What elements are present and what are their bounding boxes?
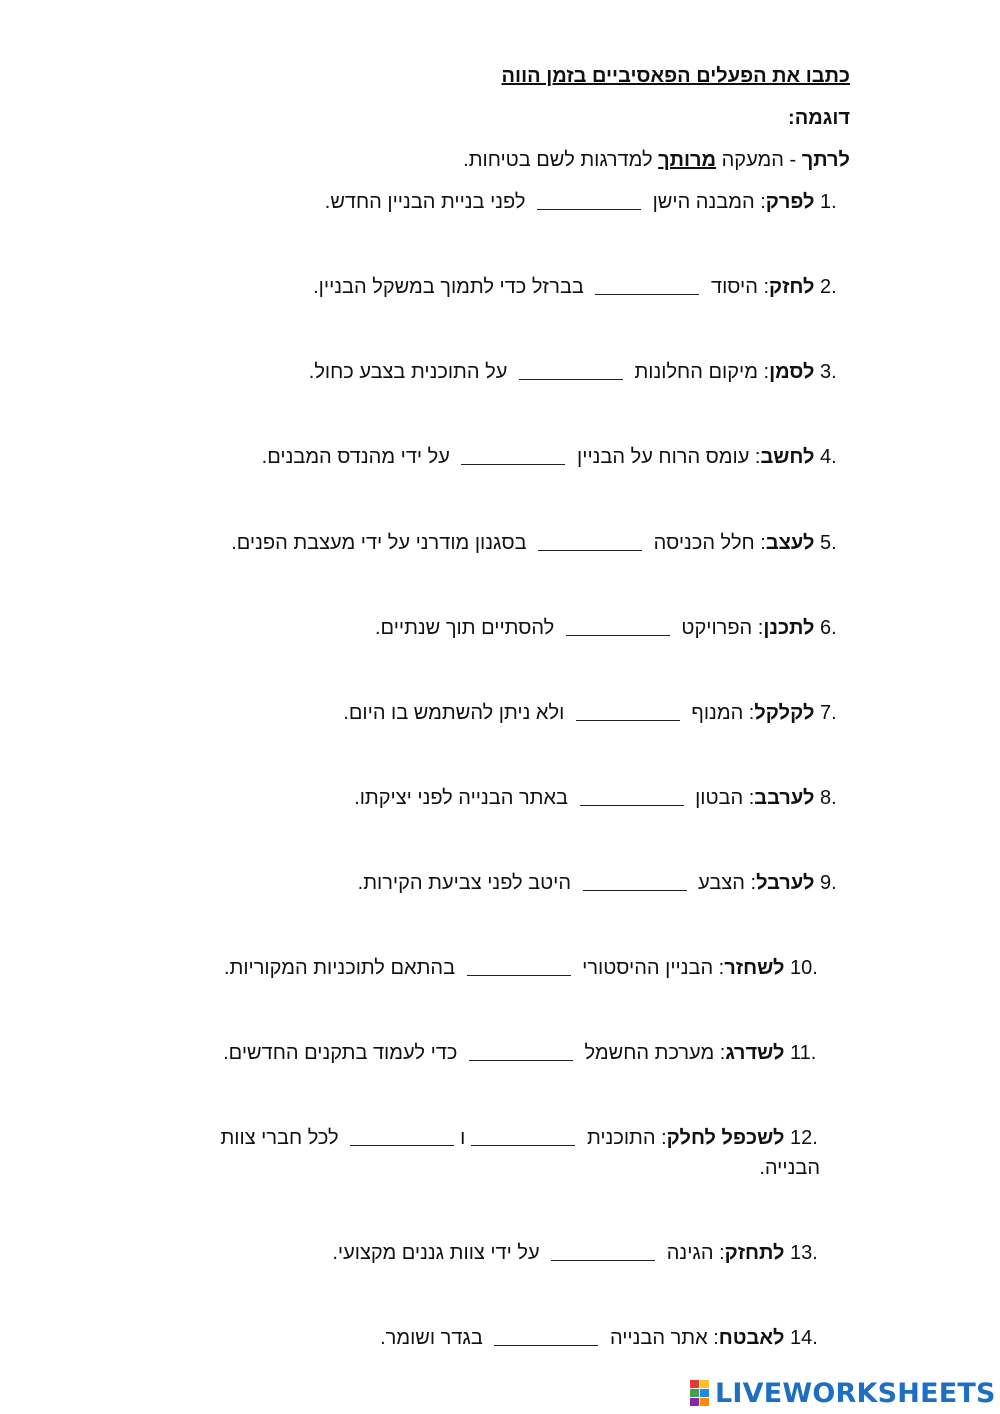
exercise-item bbox=[343, 701, 850, 725]
answer-blank[interactable] bbox=[461, 446, 565, 465]
answer-blank[interactable] bbox=[595, 276, 699, 295]
item-verb: לאבטח bbox=[718, 1327, 785, 1349]
item-post: על התוכנית בצבע כחול. bbox=[308, 361, 508, 383]
exercise-item bbox=[358, 871, 850, 895]
item-number: 14. bbox=[790, 1327, 818, 1349]
exercise-item bbox=[223, 1041, 850, 1065]
answer-blank[interactable] bbox=[467, 957, 571, 976]
exercise-item bbox=[309, 360, 850, 384]
item-pre: : היסוד bbox=[711, 276, 770, 298]
item-pre: : הבניין ההיסטורי bbox=[582, 957, 725, 979]
answer-blank[interactable] bbox=[537, 191, 641, 210]
answer-blank[interactable] bbox=[471, 1127, 575, 1146]
item-verb: לחשב bbox=[760, 446, 815, 468]
item-post: היטב לפני צביעת הקירות. bbox=[357, 872, 572, 894]
answer-blank[interactable] bbox=[494, 1327, 598, 1346]
item-number: 10. bbox=[790, 957, 818, 979]
item-post: בברזל כדי לתמוך במשקל הבניין. bbox=[313, 276, 584, 298]
example-answer: מרותך bbox=[658, 149, 717, 171]
answer-blank[interactable] bbox=[580, 787, 684, 806]
item-post: ולא ניתן להשתמש בו היום. bbox=[343, 702, 565, 724]
answer-blank[interactable] bbox=[519, 361, 623, 380]
item-number: 6. bbox=[820, 617, 837, 639]
item-post: להסתיים תוך שנתיים. bbox=[374, 617, 555, 639]
answer-blank[interactable] bbox=[551, 1242, 655, 1261]
item-post: באתר הבנייה לפני יציקתו. bbox=[354, 787, 568, 809]
worksheet-title: כתבו את הפעלים הפאסיביים בזמן הווה bbox=[501, 65, 850, 87]
item-verb: לשדרג bbox=[725, 1042, 785, 1064]
item-post: על ידי מהנדס המבנים. bbox=[261, 446, 450, 468]
exercise-item bbox=[354, 786, 850, 810]
item-mid: ו bbox=[460, 1127, 466, 1149]
item-post: לכל חברי צוות bbox=[220, 1127, 339, 1149]
example-label: דוגמה: bbox=[788, 107, 850, 129]
item-number: 7. bbox=[820, 702, 837, 724]
item-verb: לעצב bbox=[765, 532, 815, 554]
item-number: 1. bbox=[820, 191, 837, 213]
exercise-item bbox=[262, 445, 850, 469]
item-number: 9. bbox=[820, 872, 837, 894]
logo-text: LIVEWORKSHEETS bbox=[715, 1377, 996, 1409]
item-post: לפני בניית הבניין החדש. bbox=[324, 191, 526, 213]
answer-blank[interactable] bbox=[566, 617, 670, 636]
item-verb: לערבב bbox=[754, 787, 815, 809]
example-sentence bbox=[463, 148, 850, 172]
item-pre: : התוכנית bbox=[586, 1127, 667, 1149]
example-verb: לרתך bbox=[801, 149, 850, 171]
item-verb: לשחזר bbox=[724, 957, 785, 979]
item-verb: לערבל bbox=[756, 872, 815, 894]
item-pre: : המבנה הישן bbox=[652, 191, 766, 213]
item-pre: : מיקום החלונות bbox=[634, 361, 770, 383]
item-verb: לסמן bbox=[769, 361, 815, 383]
item-post: בסגנון מודרני על ידי מעצבת הפנים. bbox=[231, 532, 527, 554]
item-verb: לתכנן bbox=[763, 617, 815, 639]
answer-blank[interactable] bbox=[576, 702, 680, 721]
item-number: 8. bbox=[820, 787, 837, 809]
exercise-item bbox=[231, 531, 850, 555]
answer-blank[interactable] bbox=[538, 532, 642, 551]
answer-blank-2[interactable] bbox=[350, 1127, 454, 1146]
item-pre: : הצבע bbox=[698, 872, 757, 894]
exercise-item bbox=[332, 1241, 850, 1265]
item-pre: : המנוף bbox=[691, 702, 755, 724]
item-post: בגדר ושומר. bbox=[380, 1327, 483, 1349]
example-dash: - bbox=[783, 149, 802, 171]
exercise-item bbox=[220, 1126, 850, 1180]
answer-blank[interactable] bbox=[583, 872, 687, 891]
example-post: למדרגות לשם בטיחות. bbox=[463, 149, 659, 171]
item-post: בהתאם לתוכניות המקוריות. bbox=[223, 957, 456, 979]
item-verb: לפרק bbox=[765, 191, 815, 213]
answer-blank[interactable] bbox=[469, 1042, 573, 1061]
liveworksheets-logo-icon bbox=[690, 1380, 709, 1406]
item-pre: : הפרויקט bbox=[681, 617, 764, 639]
liveworksheets-logo[interactable] bbox=[690, 1376, 996, 1410]
item-verb: לתחזק bbox=[724, 1242, 785, 1264]
exercise-item bbox=[380, 1326, 850, 1350]
exercise-item bbox=[313, 275, 850, 299]
item-verb: לקלקל bbox=[754, 702, 815, 724]
example-pre: המעקה bbox=[716, 149, 784, 171]
item-number: 13. bbox=[790, 1242, 818, 1264]
item-pre: : מערכת החשמל bbox=[584, 1042, 726, 1064]
item-number: 2. bbox=[820, 276, 837, 298]
item-number: 12. bbox=[790, 1127, 818, 1149]
item-number: 5. bbox=[820, 532, 837, 554]
item-number: 11. bbox=[790, 1042, 817, 1064]
item-post: כדי לעמוד בתקנים החדשים. bbox=[223, 1042, 458, 1064]
item-pre: : הבטון bbox=[695, 787, 755, 809]
item-post: על ידי צוות גננים מקצועי. bbox=[332, 1242, 540, 1264]
exercise-item bbox=[325, 190, 850, 214]
item-verb: לשכפל לחלק bbox=[666, 1127, 785, 1149]
item-pre: : אתר הבנייה bbox=[609, 1327, 719, 1349]
item-continuation: הבנייה. bbox=[759, 1157, 820, 1179]
exercise-item bbox=[375, 616, 850, 640]
item-number: 4. bbox=[820, 446, 837, 468]
item-pre: : הגינה bbox=[666, 1242, 725, 1264]
exercise-item bbox=[224, 956, 850, 980]
item-number: 3. bbox=[820, 361, 837, 383]
item-pre: : חלל הכניסה bbox=[653, 532, 766, 554]
item-pre: : עומס הרוח על הבניין bbox=[577, 446, 761, 468]
item-verb: לחזק bbox=[769, 276, 815, 298]
